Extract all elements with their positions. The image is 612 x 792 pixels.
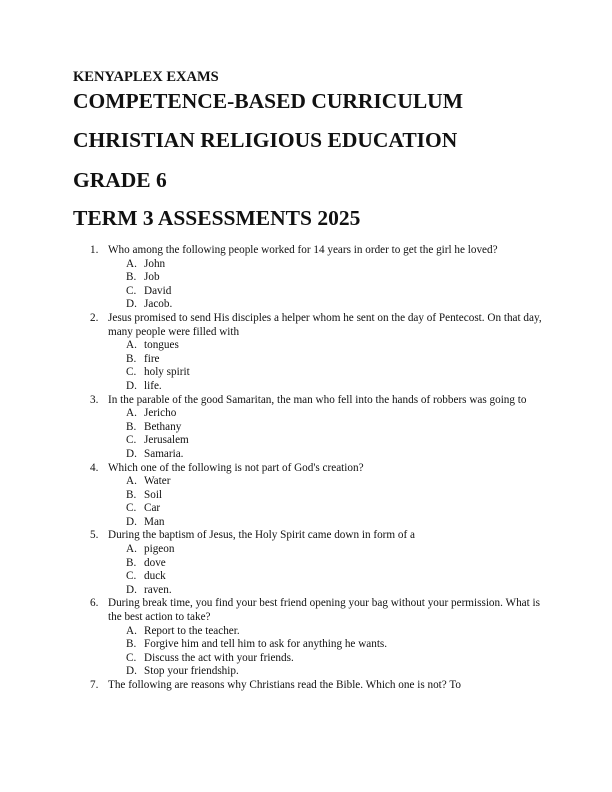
answer-option <box>0 366 612 380</box>
question-text: During break time, you find your best friend opening your bag without your permission. What is the best action to take? <box>108 597 540 624</box>
option-text: Car <box>144 502 161 515</box>
question-text: Who among the following people worked for 14 years in order to get the girl he loved? <box>108 244 498 256</box>
answer-option <box>0 380 612 394</box>
option-letter: B. <box>126 556 137 569</box>
option-text: Job <box>144 271 160 284</box>
option-text: Samaria. <box>144 447 184 460</box>
option-text: Jericho <box>144 407 177 420</box>
question-text: Which one of the following is not part of God's creation? <box>108 461 364 474</box>
option-text: pigeon <box>144 543 175 556</box>
option-letter: D. <box>126 515 137 528</box>
answer-option <box>0 407 612 421</box>
question-number: 3. <box>90 393 99 406</box>
question-number: 7. <box>90 679 99 691</box>
option-text: David <box>144 284 172 297</box>
option-letter: A. <box>126 257 137 270</box>
option-letter: D. <box>126 379 137 392</box>
option-letter: D. <box>126 583 137 596</box>
question-item <box>0 462 612 476</box>
question-number: 2. <box>90 311 99 324</box>
option-letter: C. <box>126 502 137 515</box>
option-text: Man <box>144 515 165 528</box>
option-letter: C. <box>126 434 137 447</box>
answer-option <box>0 421 612 435</box>
option-text: Report to the teacher. <box>144 624 240 637</box>
option-text: duck <box>144 570 166 583</box>
answer-option <box>0 638 612 652</box>
option-letter: B. <box>126 638 137 651</box>
answer-option <box>0 489 612 503</box>
question-item <box>0 529 612 543</box>
option-text: life. <box>144 379 162 392</box>
option-letter: A. <box>126 624 137 637</box>
answer-option <box>0 298 612 312</box>
answer-option <box>0 339 612 353</box>
answer-option <box>0 625 612 639</box>
option-text: Discuss the act with your friends. <box>144 651 294 664</box>
answer-option <box>0 271 612 285</box>
option-letter: B. <box>126 420 137 433</box>
option-letter: C. <box>126 570 137 583</box>
option-letter: D. <box>126 298 137 311</box>
option-letter: A. <box>126 543 137 556</box>
question-text: Jesus promised to send His disciples a helper whom he sent on the day of Pentecost. On that day, many people were filled with <box>108 311 542 338</box>
heading-grade: GRADE 6 <box>73 168 167 192</box>
answer-option <box>0 665 612 679</box>
option-text: Forgive him and tell him to ask for anything he wants. <box>144 638 388 651</box>
option-letter: D. <box>126 447 137 460</box>
answer-option <box>0 258 612 272</box>
option-letter: B. <box>126 488 137 501</box>
question-text: During the baptism of Jesus, the Holy Spirit came down in form of a <box>108 529 415 542</box>
answer-option <box>0 353 612 367</box>
option-text: raven. <box>144 583 172 596</box>
heading-curriculum: COMPETENCE-BASED CURRICULUM <box>73 89 464 113</box>
option-text: Jerusalem <box>144 434 189 447</box>
answer-option <box>0 434 612 448</box>
option-letter: A. <box>126 339 137 352</box>
option-letter: C. <box>126 284 137 297</box>
question-item <box>0 244 612 258</box>
answer-option <box>0 543 612 557</box>
question-text: In the parable of the good Samaritan, the man who fell into the hands of robbers was going to <box>108 393 527 406</box>
option-text: Water <box>144 475 171 488</box>
answer-option <box>0 584 612 598</box>
question-number: 6. <box>90 597 99 610</box>
option-text: holy spirit <box>144 366 190 379</box>
question-list <box>0 244 612 693</box>
answer-option <box>0 570 612 584</box>
option-text: John <box>144 257 166 270</box>
heading-assessment: TERM 3 ASSESSMENTS 2025 <box>73 206 361 230</box>
option-text: Stop your friendship. <box>144 665 239 678</box>
heading-subject: CHRISTIAN RELIGIOUS EDUCATION <box>73 128 458 152</box>
option-text: Bethany <box>144 420 182 433</box>
answer-option <box>0 285 612 299</box>
option-letter: B. <box>126 352 137 365</box>
option-text: Jacob. <box>144 298 173 311</box>
option-text: tongues <box>144 339 179 352</box>
option-text: fire <box>144 352 160 365</box>
answer-option <box>0 448 612 462</box>
option-letter: D. <box>126 665 137 678</box>
answer-option <box>0 652 612 666</box>
question-number: 5. <box>90 529 99 542</box>
option-text: Soil <box>144 488 163 501</box>
option-letter: C. <box>126 651 137 664</box>
brand-label: KENYAPLEX EXAMS <box>73 69 219 85</box>
question-text: The following are reasons why Christians read the Bible. Which one is not? To <box>108 679 461 691</box>
question-item <box>0 312 612 339</box>
option-letter: C. <box>126 366 137 379</box>
question-item <box>0 394 612 408</box>
answer-option <box>0 516 612 530</box>
option-letter: A. <box>126 475 137 488</box>
option-letter: B. <box>126 271 137 284</box>
option-text: dove <box>144 556 166 569</box>
option-letter: A. <box>126 407 137 420</box>
answer-option <box>0 557 612 571</box>
answer-option <box>0 475 612 489</box>
question-number: 1. <box>90 244 99 256</box>
question-number: 4. <box>90 461 99 474</box>
answer-option <box>0 502 612 516</box>
question-item <box>0 679 612 693</box>
question-item <box>0 597 612 624</box>
